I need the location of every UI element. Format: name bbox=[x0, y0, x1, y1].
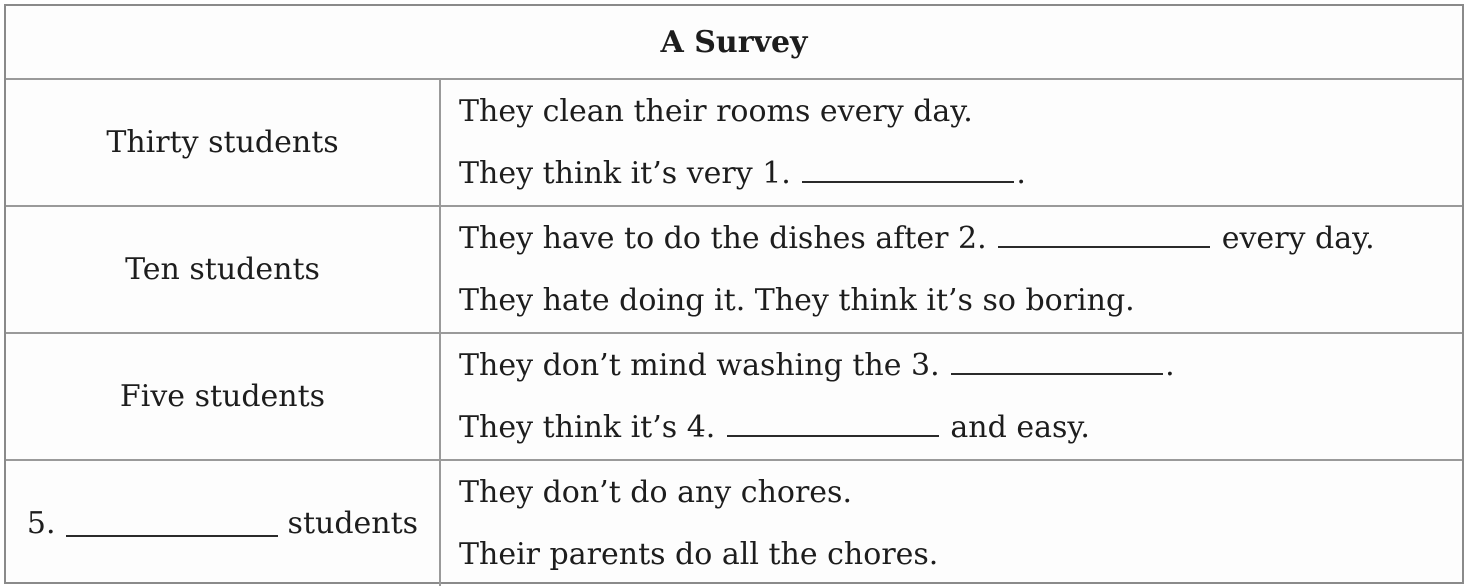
statement-text: They have to do the dishes after 2. bbox=[459, 220, 987, 256]
table-row bbox=[6, 80, 1462, 207]
group-label: Ten students bbox=[125, 252, 320, 287]
statement-text: They think it’s very 1. bbox=[459, 156, 791, 192]
table-row bbox=[6, 207, 1462, 334]
answer-blank-2[interactable] bbox=[998, 222, 1210, 248]
answer-blank-4[interactable] bbox=[727, 411, 939, 437]
group-label: Thirty students bbox=[106, 125, 339, 160]
statement-text-after: . bbox=[1016, 156, 1026, 192]
statement-line bbox=[459, 156, 1462, 191]
statement-line bbox=[459, 283, 1462, 318]
answer-blank-5[interactable] bbox=[66, 511, 278, 537]
statement-line bbox=[459, 475, 1462, 510]
statement-line bbox=[459, 348, 1462, 383]
answer-blank-3[interactable] bbox=[951, 349, 1163, 375]
group-cell bbox=[6, 334, 441, 459]
group-cell bbox=[6, 207, 441, 332]
answer-blank-1[interactable] bbox=[802, 157, 1014, 183]
table-row bbox=[6, 334, 1462, 461]
statement-text-after: . bbox=[1165, 347, 1175, 383]
statement-text-after: every day. bbox=[1221, 220, 1375, 256]
group-cell bbox=[6, 80, 441, 205]
statement-line bbox=[459, 94, 1462, 129]
statement-text-after: and easy. bbox=[950, 410, 1090, 446]
statement-cell bbox=[441, 80, 1462, 205]
statement-text: They think it’s 4. bbox=[459, 410, 716, 446]
statement-text: They hate doing it. They think it’s so boring. bbox=[459, 283, 1135, 319]
statement-text: They don’t mind washing the 3. bbox=[459, 347, 940, 383]
statement-text: They clean their rooms every day. bbox=[459, 93, 973, 129]
statement-text: They don’t do any chores. bbox=[459, 474, 852, 510]
group-cell bbox=[6, 461, 441, 586]
group-number: 5. bbox=[26, 506, 56, 541]
group-label: students bbox=[287, 506, 419, 541]
statement-cell bbox=[441, 334, 1462, 459]
table-row bbox=[6, 461, 1462, 586]
statement-text: Their parents do all the chores. bbox=[459, 537, 939, 573]
statement-line bbox=[459, 537, 1462, 572]
survey-table bbox=[4, 4, 1464, 584]
table-title: A Survey bbox=[6, 6, 1462, 80]
statement-cell bbox=[441, 207, 1462, 332]
statement-line bbox=[459, 221, 1462, 256]
statement-cell bbox=[441, 461, 1462, 586]
statement-line bbox=[459, 410, 1462, 445]
group-label: Five students bbox=[119, 379, 326, 414]
